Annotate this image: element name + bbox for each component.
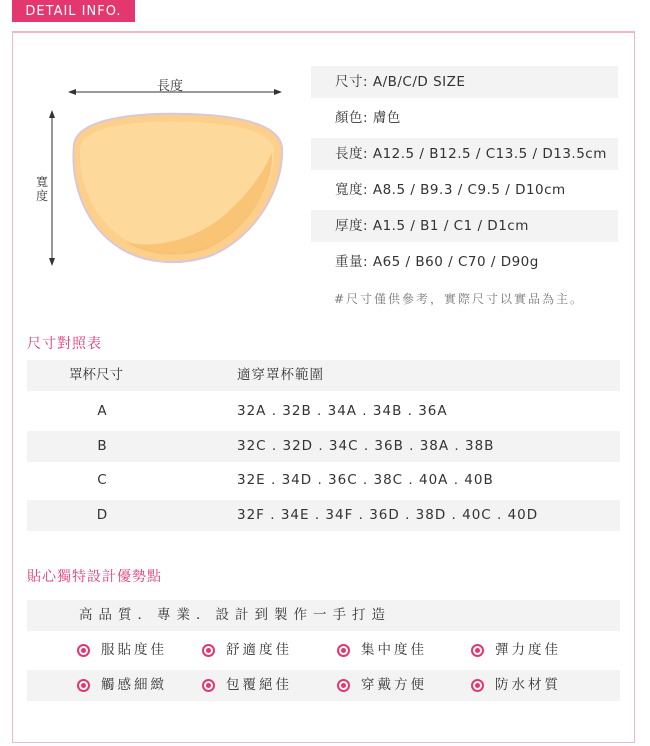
feature-label: 彈力度佳: [495, 642, 561, 658]
cup-size: C: [97, 472, 107, 488]
spec-color: 顏色: 膚色: [335, 110, 401, 126]
cup-size: D: [96, 507, 108, 523]
feature-label: 服貼度佳: [101, 642, 167, 658]
bullet-icon: [471, 679, 484, 692]
bullet-icon: [77, 679, 90, 692]
table-row: [27, 396, 620, 427]
table-row: [27, 500, 620, 531]
bra-pad-diagram: [40, 88, 300, 268]
spec-note: #尺寸僅供參考，實際尺寸以實品為主。: [334, 292, 585, 306]
length-arrow-icon: [68, 89, 282, 95]
bullet-icon: [202, 644, 215, 657]
detail-info-tag: DETAIL INFO.: [12, 0, 135, 22]
size-table-header: [27, 360, 620, 391]
feature-label: 集中度佳: [361, 642, 427, 658]
size-table-title: 尺寸對照表: [27, 336, 102, 352]
bullet-icon: [337, 679, 350, 692]
features-headline: 高品質．專業．設計到製作一手打造: [79, 607, 391, 623]
features-title: 貼心獨特設計優勢點: [27, 569, 162, 585]
features-row: [27, 635, 620, 666]
cup-range: 32A . 32B . 34A . 34B . 36A: [237, 403, 448, 419]
header-cup-range: 適穿罩杯範圍: [237, 367, 324, 383]
pad-shape-icon: [73, 114, 282, 262]
spec-length: 長度: A12.5 / B12.5 / C13.5 / D13.5cm: [311, 138, 618, 170]
width-arrow-icon: [49, 110, 55, 266]
bullet-icon: [337, 644, 350, 657]
header-cup-size: 罩杯尺寸: [69, 367, 123, 383]
features-headline-row: [27, 600, 620, 631]
cup-range: 32F . 34E . 34F . 36D . 38D . 40C . 40D: [237, 507, 539, 523]
feature-label: 穿戴方便: [361, 677, 427, 693]
table-row: [27, 431, 620, 462]
cup-range: 32E . 34D . 36C . 38C . 40A . 40B: [237, 472, 494, 488]
table-row: [27, 465, 620, 496]
spec-size: 尺寸: A/B/C/D SIZE: [311, 66, 618, 98]
cup-range: 32C . 32D . 34C . 36B . 38A . 38B: [237, 438, 495, 454]
features-row: [27, 670, 620, 701]
feature-label: 包覆絕佳: [226, 677, 292, 693]
bullet-icon: [471, 644, 484, 657]
bullet-icon: [77, 644, 90, 657]
feature-label: 防水材質: [495, 677, 561, 693]
spec-thickness: 厚度: A1.5 / B1 / C1 / D1cm: [311, 210, 618, 242]
feature-label: 舒適度佳: [226, 642, 292, 658]
width-label: 寬度: [36, 175, 49, 203]
spec-weight: 重量: A65 / B60 / C70 / D90g: [335, 254, 539, 270]
spec-width: 寬度: A8.5 / B9.3 / C9.5 / D10cm: [335, 182, 566, 198]
bullet-icon: [202, 679, 215, 692]
cup-size: B: [97, 438, 107, 454]
length-label: 長度: [156, 79, 183, 94]
feature-label: 觸感細緻: [101, 677, 167, 693]
cup-size: A: [97, 403, 107, 419]
